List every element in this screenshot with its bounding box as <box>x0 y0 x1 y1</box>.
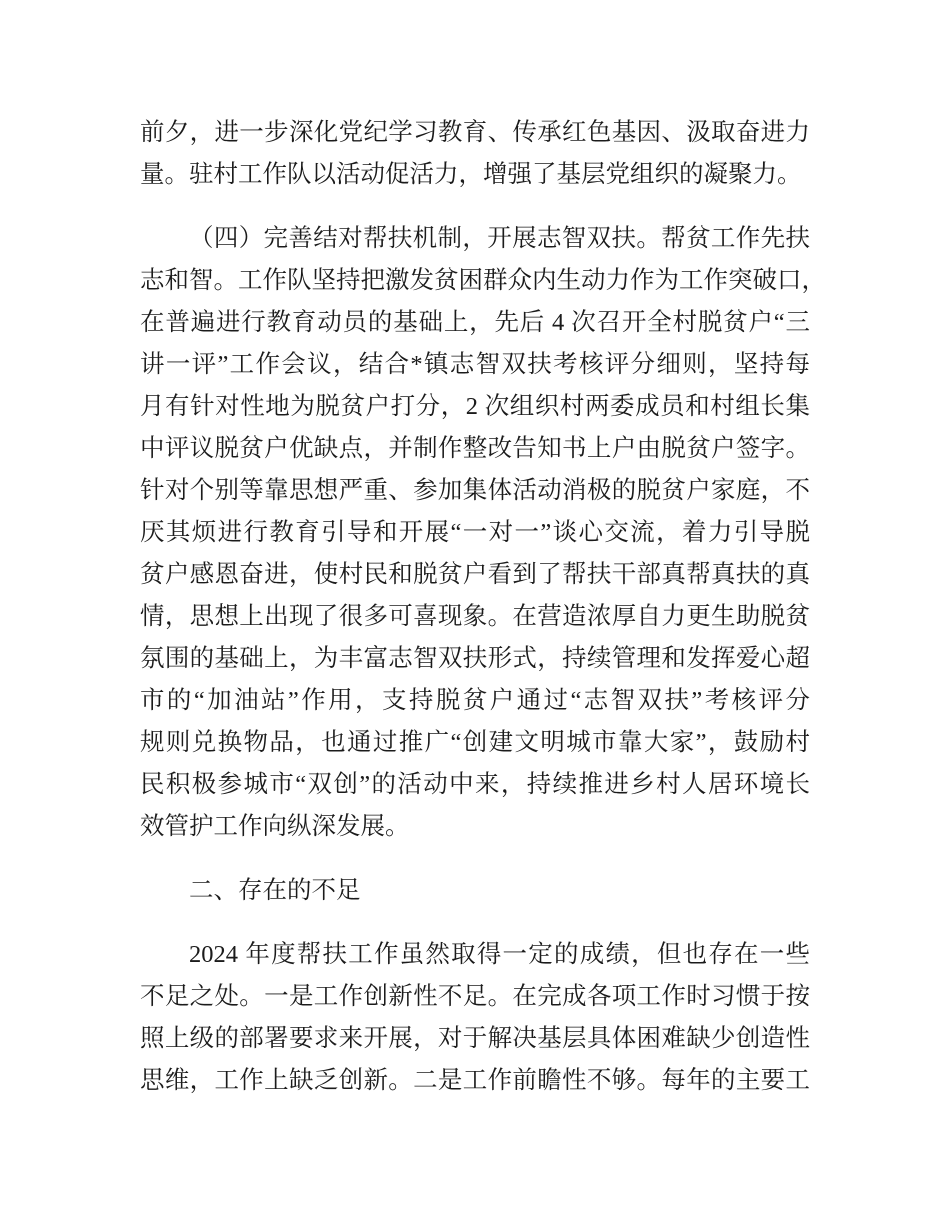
text-line: 月有针对性地为脱贫户打分，2 次组织村两委成员和村组长集 <box>140 393 810 420</box>
text-line: 不足之处。一是工作创新性不足。在完成各项工作时习惯于按 <box>140 983 810 1010</box>
text-line: 市的“加油站”作用，支持脱贫户通过“志智双扶”考核评分 <box>140 687 810 714</box>
text-line: 讲一评”工作会议，结合*镇志智双扶考核评分细则，坚持每 <box>140 351 810 378</box>
text-line: 思维，工作上缺乏创新。二是工作前瞻性不够。每年的主要工 <box>140 1067 810 1094</box>
text-line: 贫户感恩奋进，使村民和脱贫户看到了帮扶干部真帮真扶的真 <box>140 561 810 588</box>
text-line: 二、存在的不足 <box>189 877 361 904</box>
paragraph <box>140 218 826 848</box>
text-line: 厌其烦进行教育引导和开展“一对一”谈心交流，着力引导脱 <box>140 519 810 546</box>
paragraph <box>140 870 810 912</box>
text-line: 在普遍进行教育动员的基础上，先后 4 次召开全村脱贫户“三 <box>140 309 810 336</box>
text-line: 针对个别等靠思想严重、参加集体活动消极的脱贫户家庭，不 <box>140 477 810 504</box>
text-line: 前夕，进一步深化党纪学习教育、传承红色基因、汲取奋进力 <box>140 119 810 146</box>
text-line: 规则兑换物品，也通过推广“创建文明城市靠大家”，鼓励村 <box>140 729 810 756</box>
text-line: 照上级的部署要求来开展，对于解决基层具体困难缺少创造性 <box>140 1025 810 1052</box>
text-line: 中评议脱贫户优缺点，并制作整改告知书上户由脱贫户签字。 <box>140 435 810 462</box>
text-line: 志和智。工作队坚持把激发贫困群众内生动力作为工作突破口， <box>140 267 826 294</box>
text-line: 氛围的基础上，为丰富志智双扶形式，持续管理和发挥爱心超 <box>140 645 810 672</box>
text-line: 情，思想上出现了很多可喜现象。在营造浓厚自力更生助脱贫 <box>140 603 810 630</box>
paragraph <box>140 934 810 1102</box>
text-line: （四）完善结对帮扶机制，开展志智双扶。帮贫工作先扶 <box>189 225 810 252</box>
paragraph <box>140 112 810 196</box>
document-body <box>140 112 826 1102</box>
text-line: 量。驻村工作队以活动促活力，增强了基层党组织的凝聚力。 <box>140 161 802 188</box>
text-line: 民积极参城市“双创”的活动中来，持续推进乡村人居环境长 <box>140 771 810 798</box>
text-line: 效管护工作向纵深发展。 <box>140 813 410 840</box>
text-line: 2024 年度帮扶工作虽然取得一定的成绩，但也存在一些 <box>189 941 810 968</box>
